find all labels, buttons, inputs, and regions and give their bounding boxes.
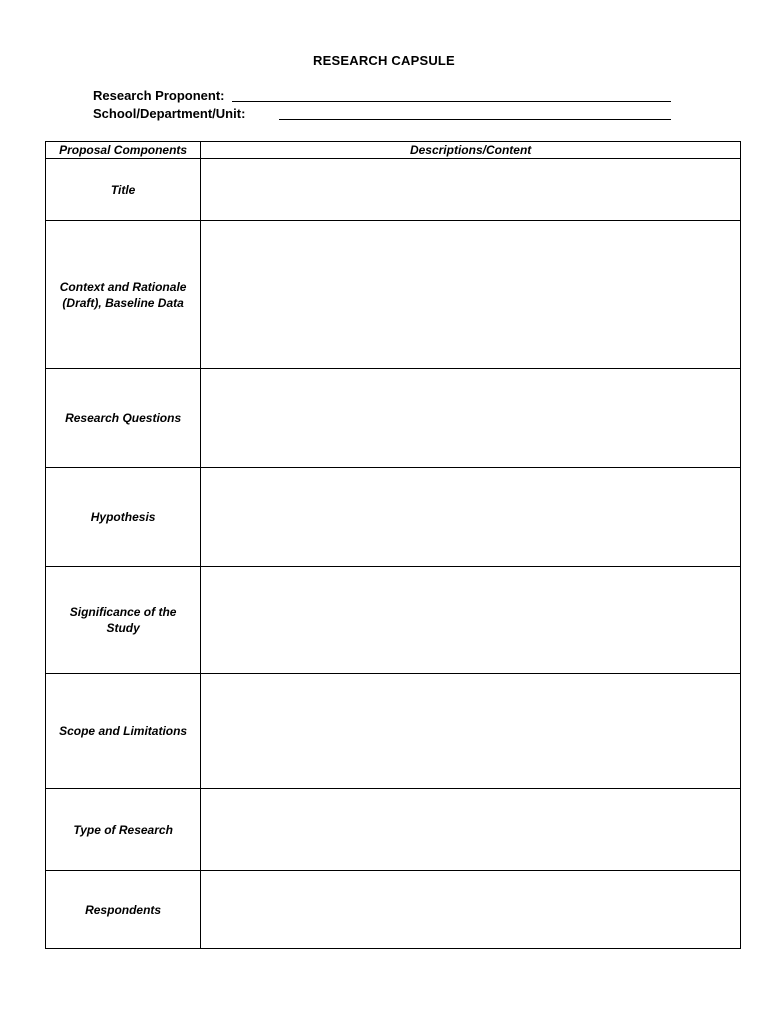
component-label-significance — [46, 567, 201, 674]
school-department-unit-label: School/Department/Unit: — [93, 106, 246, 121]
component-label-text: Hypothesis — [90, 510, 156, 524]
table-row — [46, 159, 741, 221]
component-label-title — [46, 159, 201, 221]
component-label-text: Context and Rationale (Draft), Baseline Data — [59, 279, 187, 310]
component-label-type-of-research — [46, 789, 201, 871]
table-row — [46, 221, 741, 369]
content-cell-respondents[interactable] — [201, 871, 741, 949]
component-label-research-questions — [46, 369, 201, 468]
research-proponent-label: Research Proponent: — [93, 88, 225, 103]
component-label-text: Significance of the Study — [69, 605, 177, 635]
content-cell-context-rationale[interactable] — [201, 221, 741, 369]
content-cell-scope-limitations[interactable] — [201, 674, 741, 789]
component-label-respondents — [46, 871, 201, 949]
table-row — [46, 567, 741, 674]
table-row — [46, 789, 741, 871]
component-label-text: Type of Research — [73, 822, 173, 837]
component-label-text: Title — [110, 182, 136, 197]
component-label-context-rationale — [46, 221, 201, 369]
table-row — [46, 871, 741, 949]
table-row — [46, 468, 741, 567]
component-label-text: Respondents — [85, 902, 162, 917]
component-label-text: Research Questions — [65, 411, 182, 425]
document-title: RESEARCH CAPSULE — [313, 53, 455, 68]
table-header-row — [46, 142, 741, 159]
component-label-hypothesis — [46, 468, 201, 567]
content-cell-significance[interactable] — [201, 567, 741, 674]
content-cell-research-questions[interactable] — [201, 369, 741, 468]
component-label-scope-limitations — [46, 674, 201, 789]
component-label-text: Scope and Limitations — [59, 724, 188, 738]
research-capsule-table — [45, 141, 741, 949]
header-proposal-components: Proposal Components — [46, 142, 201, 159]
school-department-unit-blank-line[interactable] — [279, 119, 671, 120]
content-cell-hypothesis[interactable] — [201, 468, 741, 567]
research-proponent-blank-line[interactable] — [232, 101, 671, 102]
header-descriptions-content: Descriptions/Content — [201, 142, 741, 159]
table-row — [46, 369, 741, 468]
table-row — [46, 674, 741, 789]
content-cell-type-of-research[interactable] — [201, 789, 741, 871]
content-cell-title[interactable] — [201, 159, 741, 221]
